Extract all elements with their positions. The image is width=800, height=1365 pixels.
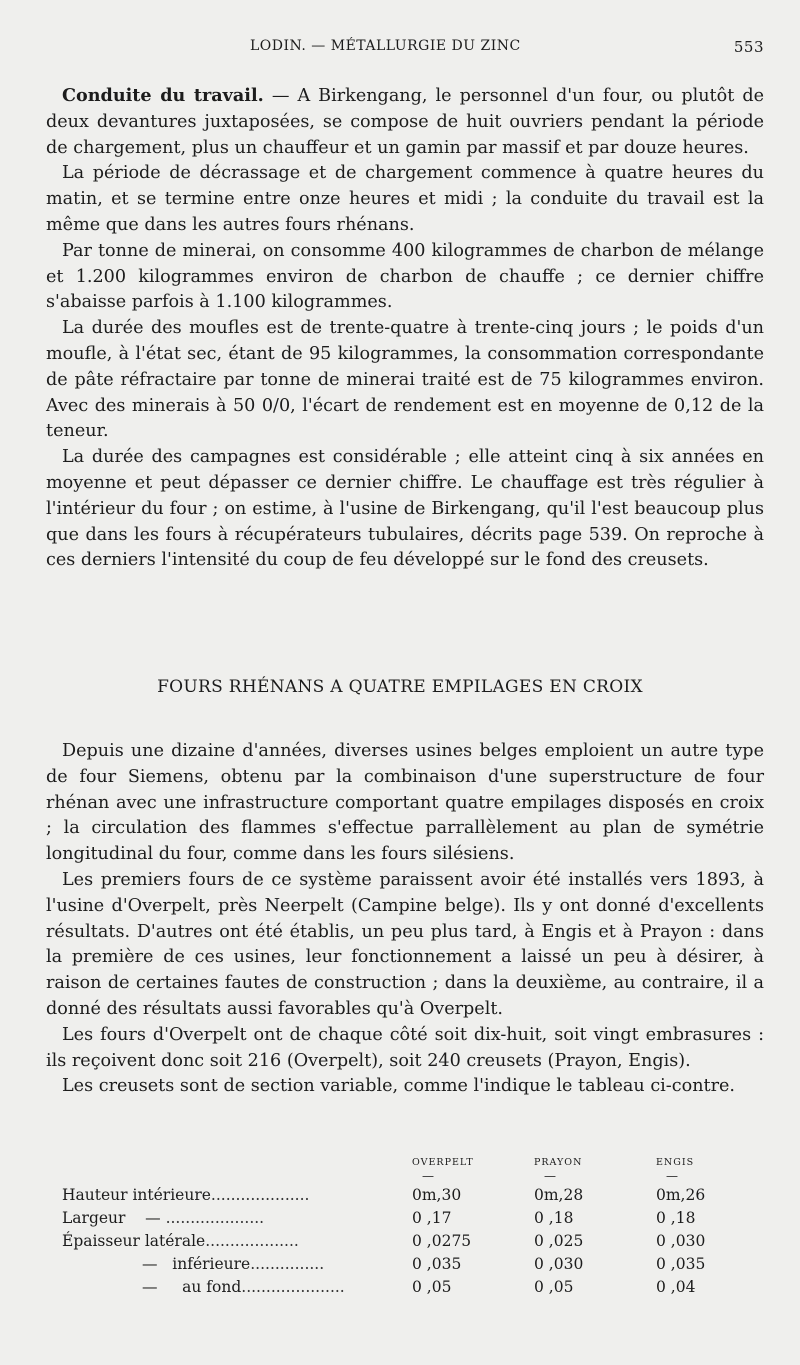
cell-prayon: 0 ,030 <box>534 1254 584 1273</box>
paragraph: Les fours d'Overpelt ont de chaque côté soit dix-huit, soit vingt embrasures : ils reçoivent donc soit 216 (Overpelt), soit 240 creusets (Prayon, Engis). <box>46 1024 764 1071</box>
page-number: 553 <box>733 38 764 56</box>
table-header-blank <box>62 1155 412 1169</box>
section-conduite-du-travail <box>46 83 764 574</box>
cell-prayon: 0 ,025 <box>534 1231 584 1250</box>
paragraph: La durée des campagnes est considérable ; elle atteint cinq à six années en moyenne et peut dépasser ce dernier chiffre. Le chauffage est très régulier à l'intérieur du four ; on estime, à l'usine de Birkengang, qu'il l'est beaucoup plus que dans les fours à récupérateurs tubulaires, décrits page 539. On reproche à ces derniers l'intensité du coup de feu développé sur le fond des creusets. <box>46 447 764 571</box>
cell-overpelt: 0 ,17 <box>412 1208 452 1227</box>
column-header-prayon: PRAYON <box>534 1156 583 1168</box>
cell-overpelt: 0 ,0275 <box>412 1231 472 1250</box>
dash-mark: — <box>544 1169 556 1183</box>
paragraph <box>46 83 764 161</box>
cell-overpelt: 0m,30 <box>412 1185 462 1204</box>
cell-engis: 0 ,035 <box>656 1254 706 1273</box>
dash-mark: — <box>422 1169 434 1183</box>
paragraph: Depuis une dizaine d'années, diverses usines belges emploient un autre type de four Siemens, obtenu par la combinaison d'une superstructure de four rhénan avec une infrastructure comportant quatre empilages disposés en croix ; la circulation des flammes s'effectue parrallèlement au plan de symétrie longitudinal du four, comme dans les fours silésiens. <box>46 741 764 865</box>
paragraph: La durée des moufles est de trente-quatre à trente-cinq jours ; le poids d'un moufle, à l'état sec, étant de 95 kilogrammes, la consommation correspondante de pâte réfractaire par tonne de minerai traité est de 75 kilogrammes environ. Avec des minerais à 50 0/0, l'écart de rendement est en moyenne de 0,12 de la teneur. <box>46 318 764 442</box>
running-title: LODIN. — MÉTALLURGIE DU ZINC <box>250 38 521 54</box>
row-label: Épaisseur latérale <box>62 1231 206 1250</box>
section-title: FOURS RHÉNANS A QUATRE EMPILAGES EN CROIX <box>157 677 643 697</box>
row-label-cell <box>62 1229 412 1252</box>
table-header-row <box>62 1155 746 1169</box>
section-fours-rhenans <box>46 739 764 1100</box>
table-row <box>62 1275 746 1298</box>
paragraph: La période de décrassage et de chargement commence à quatre heures du matin, et se termine entre onze heures et midi ; la conduite du travail est la même que dans les autres fours rhénans. <box>46 163 764 235</box>
column-header-overpelt: OVERPELT <box>412 1156 474 1168</box>
row-label-cell <box>62 1252 412 1275</box>
table-dash-row <box>62 1169 746 1183</box>
row-label: Largeur — <box>62 1208 161 1227</box>
row-label: — au fond <box>142 1277 242 1296</box>
paragraph-lead: Conduite du travail. <box>62 85 264 106</box>
leader-dots: .................... <box>160 1208 265 1227</box>
table-row <box>62 1183 746 1206</box>
dash-mark: — <box>666 1169 678 1183</box>
table-row <box>62 1229 746 1252</box>
crucible-dimensions-table <box>62 1155 746 1298</box>
paragraph: Par tonne de minerai, on consomme 400 kilogrammes de charbon de mélange et 1.200 kilogrammes environ de charbon de chauffe ; ce dernier chiffre s'abaisse parfois à 1.100 kilogrammes. <box>46 240 764 313</box>
column-header-engis: ENGIS <box>656 1156 695 1168</box>
cell-prayon: 0 ,05 <box>534 1277 574 1296</box>
leader-dots: ................... <box>205 1231 299 1250</box>
cell-prayon: 0 ,18 <box>534 1208 574 1227</box>
cell-engis: 0m,26 <box>656 1185 706 1204</box>
cell-engis: 0 ,04 <box>656 1277 696 1296</box>
leader-dots: ............... <box>250 1254 325 1273</box>
row-label-cell <box>62 1183 412 1206</box>
paragraph-text: — A Birkengang, le personnel d'un four, ou plutôt de deux devantures juxtaposées, se compose de huit ouvriers pendant la période de chargement, plus un chauffeur et un gamin par massif et par douze heures. <box>46 86 765 158</box>
paragraph: Les premiers fours de ce système paraissent avoir été installés vers 1893, à l'usine d'Overpelt, près Neerpelt (Campine belge). Ils y ont donné d'excellents résultats. D'autres ont été établis, un peu plus tard, à Engis et à Prayon : dans la première de ces usines, leur fonctionnement a laissé un peu à désirer, à raison de certaines fautes de construction ; dans la deuxième, au contraire, il a donné des résultats aussi favorables qu'à Overpelt. <box>46 869 764 1019</box>
running-header <box>0 38 800 62</box>
paragraph: Les creusets sont de section variable, comme l'indique le tableau ci-contre. <box>62 1076 736 1097</box>
cell-engis: 0 ,18 <box>656 1208 696 1227</box>
cell-engis: 0 ,030 <box>656 1231 706 1250</box>
cell-prayon: 0m,28 <box>534 1185 584 1204</box>
row-label-cell <box>62 1206 412 1229</box>
table-row <box>62 1206 746 1229</box>
row-label: Hauteur intérieure <box>62 1185 211 1204</box>
leader-dots: ..................... <box>241 1277 345 1296</box>
row-label-cell <box>62 1275 412 1298</box>
leader-dots: .................... <box>210 1185 310 1204</box>
cell-overpelt: 0 ,035 <box>412 1254 462 1273</box>
cell-overpelt: 0 ,05 <box>412 1277 452 1296</box>
row-label: — inférieure <box>142 1254 251 1273</box>
table-row <box>62 1252 746 1275</box>
